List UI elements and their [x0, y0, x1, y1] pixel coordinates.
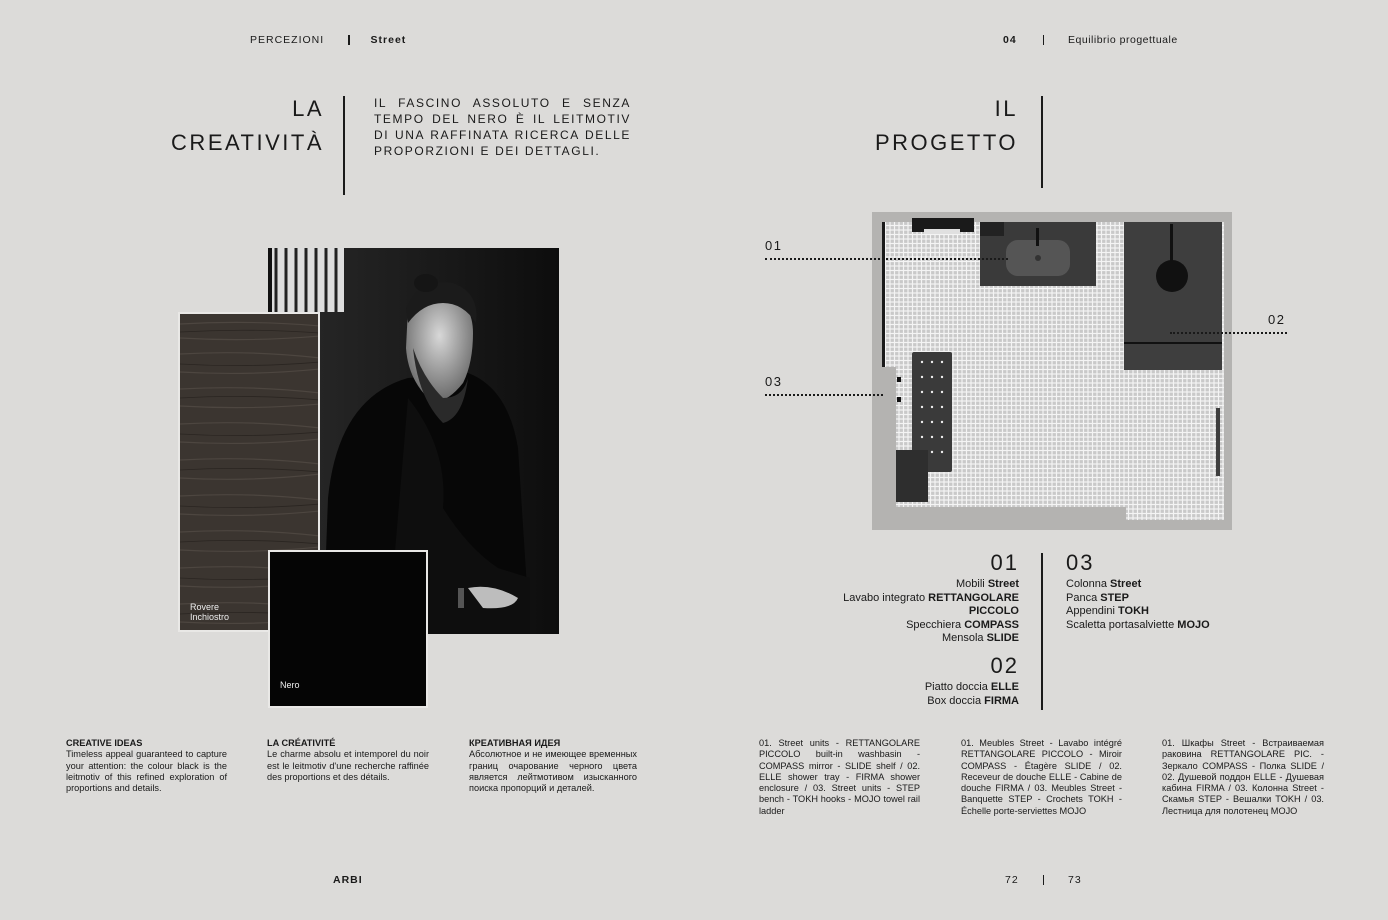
- legend-item-text: Colonna: [1066, 578, 1111, 590]
- legend-item: [1066, 619, 1210, 633]
- legend-item-product: MOJO: [1177, 618, 1210, 631]
- plan-leader-02: [1170, 332, 1287, 334]
- legend-item-product: STEP: [1100, 591, 1129, 604]
- legend-item-text: Piatto doccia: [924, 681, 991, 693]
- left-title: LA CREATIVITÀ: [171, 96, 324, 155]
- legend-item: [843, 619, 1019, 633]
- plan-leader-01: [765, 258, 1008, 260]
- page-number-left: 72: [1005, 874, 1019, 886]
- page-number-right: 73: [1068, 874, 1082, 886]
- black-swatch: [268, 550, 428, 708]
- legend-item-text: Panca: [1066, 591, 1101, 604]
- footer-pages: [1005, 874, 1082, 886]
- footer-brand: ARBI: [333, 874, 363, 886]
- right-title-divider: [1041, 96, 1043, 188]
- legend-item: [925, 681, 1019, 695]
- chapter-title: Equilibrio progettuale: [1068, 34, 1178, 46]
- legend-item: [1066, 605, 1210, 619]
- legend-item: [843, 578, 1019, 592]
- legend-item-text: Mobili: [956, 578, 988, 590]
- header-separator: [348, 35, 350, 45]
- title-divider: [343, 96, 345, 195]
- legend-item-text: Lavabo integrato: [843, 591, 929, 604]
- wood-swatch-label: Rovere Inchiostro: [190, 602, 230, 622]
- header-separator-right: [1043, 35, 1045, 45]
- legend-item-product: SLIDE: [986, 632, 1019, 645]
- column-english: CREATIVE IDEAS Timeless appeal guaranteed to capture your attention: the colour black is the leitmotiv of this refined exploration of proportions and details.: [66, 738, 227, 794]
- black-swatch-label: Nero: [280, 680, 300, 690]
- legend-list-01: [843, 578, 1019, 646]
- footer-separator: [1043, 875, 1045, 885]
- legend-item-product: COMPASS: [964, 618, 1019, 631]
- legend-item: [925, 695, 1019, 709]
- legend-item-text: Appendini: [1066, 605, 1118, 618]
- legend-item: [1066, 592, 1210, 606]
- legend-item-text: Scaletta portasalviette: [1066, 618, 1178, 631]
- subsection-label: Street: [370, 34, 407, 46]
- lead-text: IL FASCINO ASSOLUTO E SENZA TEMPO DEL NERO È IL LEITMOTIV DI UNA RAFFINATA RICERCA DELLE PROPORZIONI E DEI DETTAGLI.: [374, 96, 631, 158]
- description-russian: 01. Шкафы Street - Встраиваемая раковина RETTANGOLARE PIC. - Зеркало COMPASS - Полка SLIDE / 02. Душевой поддон ELLE - Душевая кабина FIRMA / 03. Колонна Street - Скамья STEP - Вешалки TOKH / 03. Лестница для полотенец MOJO: [1162, 738, 1324, 816]
- legend-item-text: Box doccia: [927, 694, 985, 707]
- column-russian: КРЕАТИВНАЯ ИДЕЯ Абсолютное и не имеющее временных границ очарование черного цвета является лейтмотивом изысканного поиска пропорций и деталей.: [469, 738, 637, 794]
- legend-item: [843, 632, 1019, 646]
- left-header: [250, 34, 450, 46]
- plan-label-03: 03: [765, 374, 783, 389]
- legend-item-product: Street: [987, 578, 1019, 590]
- legend-item-product: Street: [1110, 578, 1142, 590]
- description-english: 01. Street units - RETTANGOLARE PICCOLO built-in washbasin - COMPASS mirror - SLIDE shelf / 02. ELLE shower tray - FIRMA shower enclosure / 03. Street units - STEP bench - TOKH hooks - MOJO towel rail ladder: [759, 738, 920, 816]
- plan-leader-03: [765, 394, 883, 396]
- right-header: [1003, 34, 1253, 46]
- column-french: LA CRÉATIVITÉ Le charme absolu et intemporel du noir est le leitmotiv d'une recherche raffinée des proportions et des détails.: [267, 738, 429, 782]
- legend-item-product: FIRMA: [984, 694, 1019, 707]
- legend-item-product: ELLE: [990, 681, 1019, 693]
- legend-item: [843, 605, 1019, 619]
- plan-label-02: 02: [1268, 312, 1286, 327]
- description-french: 01. Meubles Street - Lavabo intégré RETTANGOLARE PICCOLO - Miroir COMPASS - Étagère SLIDE / 02. Receveur de douche ELLE - Cabine de douche FIRMA / 03. Meubles Street - Banquette STEP - Crochets TOKH - Échelle porte-serviettes MOJO: [961, 738, 1122, 816]
- legend-list-03: [1066, 578, 1210, 632]
- legend-group-03: 03 Colonna Street Panca STEP Appendini TOKH Scaletta portasalviette MOJO: [1066, 550, 1210, 631]
- legend-item-text: Mensola: [941, 632, 987, 645]
- legend-item-text: Specchiera: [906, 618, 965, 631]
- chapter-number: 04: [1003, 34, 1017, 46]
- legend-item: [1066, 578, 1210, 592]
- legend-list-02: [925, 681, 1019, 708]
- legend-item-product: PICCOLO: [968, 605, 1019, 618]
- moodboard: [178, 248, 560, 708]
- legend-divider: [1041, 553, 1043, 710]
- legend-item-product: TOKH: [1118, 605, 1149, 618]
- legend-group-02: 02 Piatto doccia ELLE Box doccia FIRMA: [924, 653, 1019, 707]
- plan-label-01: 01: [765, 238, 783, 253]
- legend-group-01: 01 Mobili Street Lavabo integrato RETTANGOLARE PICCOLO Specchiera COMPASS Mensola SLIDE: [843, 550, 1019, 645]
- section-label: PERCEZIONI: [250, 34, 325, 46]
- right-title: IL PROGETTO: [874, 96, 1018, 155]
- legend-item: [843, 592, 1019, 606]
- legend-item-product: RETTANGOLARE: [928, 591, 1019, 604]
